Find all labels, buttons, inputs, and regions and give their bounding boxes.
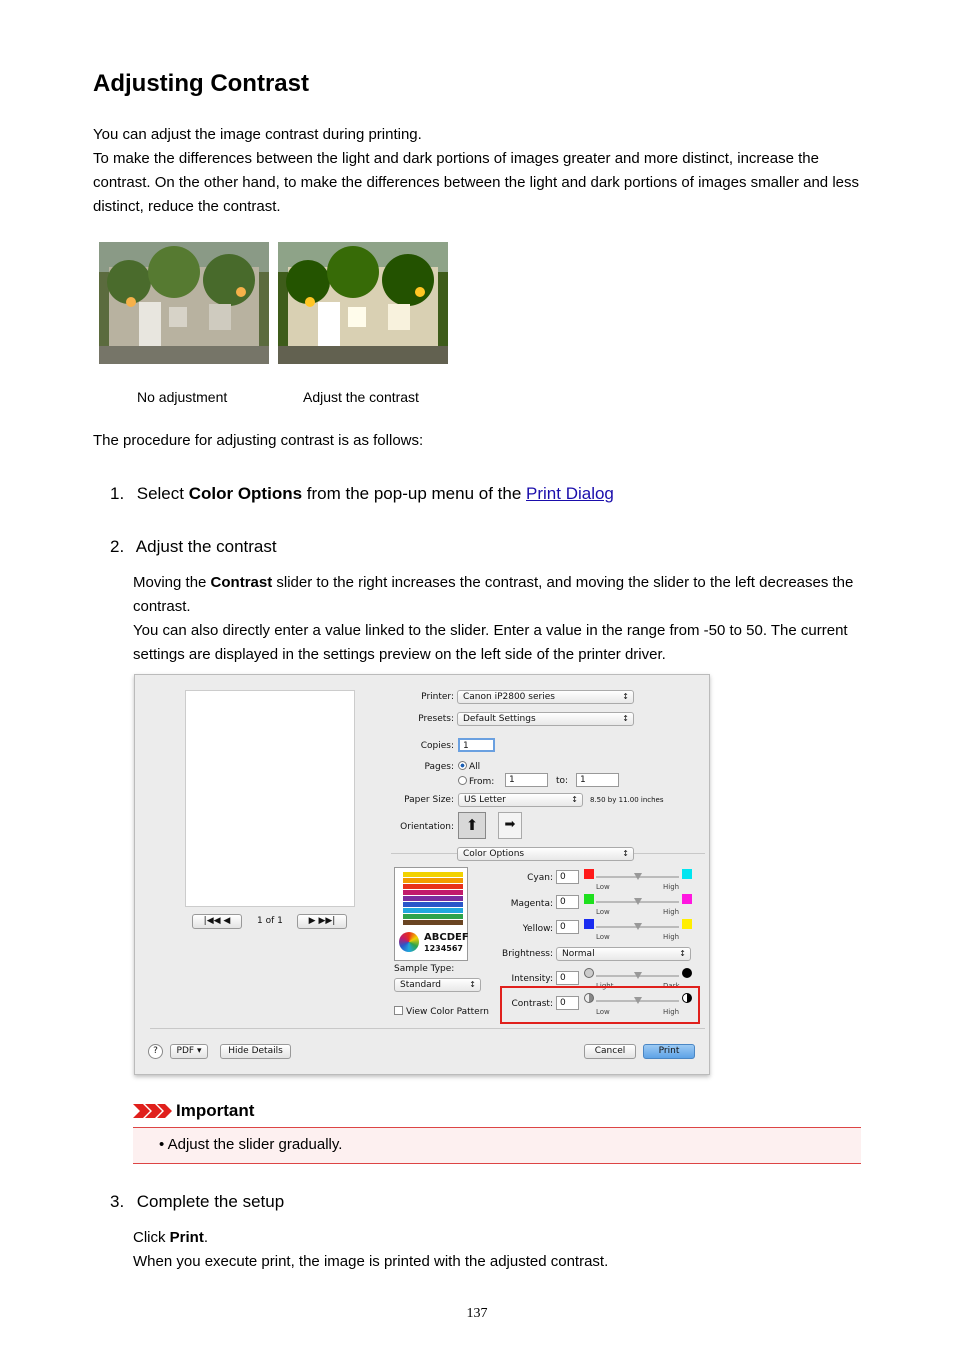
caption-adjusted: Adjust the contrast	[303, 389, 419, 405]
step-2-para-1	[133, 571, 873, 619]
page-preview	[185, 690, 355, 907]
printer-label: Printer:	[421, 692, 454, 702]
page-nav-label: 1 of 1	[257, 916, 283, 926]
step-1	[110, 484, 614, 504]
orientation-label: Orientation:	[400, 822, 454, 832]
landscape-orientation-icon[interactable]: ➡	[498, 812, 522, 839]
red-swatch	[584, 869, 594, 879]
dark-label: Dark	[663, 982, 680, 990]
cyan-label: Cyan:	[527, 873, 553, 883]
intro-line-1: You can adjust the image contrast during printing.	[93, 126, 422, 143]
page-number: 137	[466, 1306, 488, 1321]
radio-label: From:	[469, 777, 495, 787]
print-dialog	[134, 674, 710, 1075]
high-label: High	[663, 933, 680, 941]
sample-text: ABCDEF	[424, 932, 469, 943]
intensity-light-icon	[584, 968, 594, 978]
intro-line-2: To make the differences between the light and dark portions of images greater and more distinct, increase the contrast. On the other hand, to make the differences between the light and dark portions of images smaller and less distinct, reduce the contrast.	[93, 150, 859, 215]
pages-all-radio[interactable]	[458, 761, 480, 772]
text: slider to the right increases the contrast, and moving the slider to the left decreases the contrast.	[133, 574, 854, 615]
important-item-text: Adjust the slider gradually.	[167, 1136, 343, 1153]
intro-text	[93, 123, 873, 219]
step-2	[110, 537, 277, 557]
radio-icon	[458, 776, 467, 785]
step-number: 2.	[110, 537, 125, 556]
printer-select[interactable]: Canon iP2800 series ↕	[457, 690, 634, 704]
high-label: High	[663, 1008, 680, 1016]
intensity-slider-thumb[interactable]	[634, 972, 642, 979]
checkbox-icon	[394, 1006, 403, 1015]
paper-size-select[interactable]: US Letter ↕	[458, 793, 583, 807]
help-button[interactable]: ?	[148, 1044, 163, 1059]
magenta-input[interactable]: 0	[556, 895, 579, 909]
paper-dimensions: 8.50 by 11.00 inches	[590, 796, 664, 804]
brightness-select[interactable]: Normal ↕	[556, 947, 691, 961]
paper-size-label: Paper Size:	[404, 795, 454, 805]
sample-type-label: Sample Type:	[394, 964, 455, 974]
radio-label: All	[469, 762, 481, 772]
important-item: • Adjust the slider gradually.	[159, 1136, 343, 1153]
pdf-menu-button[interactable]	[170, 1044, 208, 1059]
step-3	[110, 1192, 284, 1212]
copies-label: Copies:	[420, 741, 454, 751]
high-label: High	[663, 908, 680, 916]
step-bold: Color Options	[188, 484, 303, 503]
high-label: High	[663, 883, 680, 891]
preview-next-last-button[interactable]: ▶ ▶▶|	[297, 914, 347, 929]
low-label: Low	[596, 933, 610, 941]
copies-input[interactable]: 1	[458, 738, 495, 752]
presets-select[interactable]: Default Settings ↕	[457, 712, 634, 726]
step-number: 3.	[110, 1192, 125, 1211]
step-2-description	[133, 571, 873, 667]
color-sample-image	[394, 867, 468, 961]
divider	[150, 1028, 705, 1029]
step-3-para-2: When you execute print, the image is printed with the adjusted contrast.	[133, 1253, 609, 1270]
text: .	[203, 1229, 209, 1246]
important-heading	[133, 1101, 254, 1121]
cyan-input[interactable]: 0	[556, 870, 579, 884]
radio-icon	[458, 761, 467, 770]
text: Click	[133, 1229, 170, 1246]
cyan-swatch	[682, 869, 692, 879]
step-text: Select	[136, 484, 189, 503]
photo-no-adjustment	[99, 242, 269, 364]
pdf-label: PDF	[176, 1046, 195, 1056]
pages-to-input[interactable]: 1	[576, 773, 619, 787]
cyan-slider-thumb[interactable]	[634, 873, 642, 880]
sample-type-select[interactable]: Standard ↕	[394, 978, 481, 992]
low-label: Low	[596, 883, 610, 891]
pages-from-input[interactable]: 1	[505, 773, 548, 787]
contrast-highlight-box	[500, 986, 700, 1024]
intensity-label: Intensity:	[511, 974, 553, 984]
step-number: 1.	[110, 484, 125, 503]
step-3-para-1	[133, 1226, 873, 1250]
bold-text: Contrast	[210, 574, 273, 591]
color-wheel-icon	[399, 932, 419, 952]
panel-select[interactable]: Color Options ↕	[457, 847, 634, 861]
presets-label: Presets:	[418, 714, 454, 724]
procedure-intro: The procedure for adjusting contrast is as follows:	[93, 432, 424, 449]
step-3-description	[133, 1226, 873, 1274]
intensity-input[interactable]: 0	[556, 971, 579, 985]
magenta-swatch	[682, 894, 692, 904]
magenta-label: Magenta:	[510, 899, 553, 909]
important-label: Important	[176, 1101, 255, 1120]
low-label: Low	[596, 1008, 610, 1016]
pages-to-label: to:	[556, 776, 569, 786]
print-dialog-link[interactable]: Print Dialog	[526, 484, 614, 503]
yellow-label: Yellow:	[522, 924, 553, 934]
step-text: from the pop-up menu of the	[302, 484, 527, 503]
cancel-button[interactable]: Cancel	[584, 1044, 636, 1059]
print-button[interactable]: Print	[643, 1044, 695, 1059]
important-box	[133, 1127, 861, 1164]
contrast-label: Contrast:	[511, 999, 553, 1009]
sample-number: 1234567	[424, 944, 463, 953]
photo-adjusted-contrast	[278, 242, 448, 364]
yellow-slider-thumb[interactable]	[634, 923, 642, 930]
green-swatch	[584, 894, 594, 904]
low-label: Low	[596, 908, 610, 916]
magenta-slider-thumb[interactable]	[634, 898, 642, 905]
light-label: Light	[596, 982, 614, 990]
blue-swatch	[584, 919, 594, 929]
hide-details-button[interactable]: Hide Details	[220, 1044, 291, 1059]
bold-text: Print	[169, 1229, 204, 1246]
text: Moving the	[133, 574, 211, 591]
important-arrows-icon	[133, 1101, 173, 1121]
page-title: Adjusting Contrast	[93, 70, 309, 97]
pages-from-radio[interactable]	[458, 776, 494, 787]
brightness-label: Brightness:	[502, 949, 553, 959]
step-text: Complete the setup	[136, 1192, 285, 1211]
yellow-input[interactable]: 0	[556, 920, 579, 934]
portrait-orientation-icon[interactable]: ⬆	[458, 812, 486, 839]
caption-no-adjustment: No adjustment	[137, 389, 228, 405]
step-2-para-2: You can also directly enter a value linked to the slider. Enter a value in the range from -50 to 50. The current settings are displayed in the settings preview on the left side of the printer driver.	[133, 622, 848, 663]
step-text: Adjust the contrast	[135, 537, 277, 556]
pages-label: Pages:	[424, 762, 454, 772]
yellow-swatch	[682, 919, 692, 929]
checkbox-label: View Color Pattern	[406, 1007, 489, 1017]
chevron-down-icon: ▾	[196, 1046, 202, 1056]
intensity-dark-icon	[682, 968, 692, 978]
preview-first-prev-button[interactable]: |◀◀ ◀	[192, 914, 242, 929]
contrast-input[interactable]: 0	[556, 996, 579, 1010]
